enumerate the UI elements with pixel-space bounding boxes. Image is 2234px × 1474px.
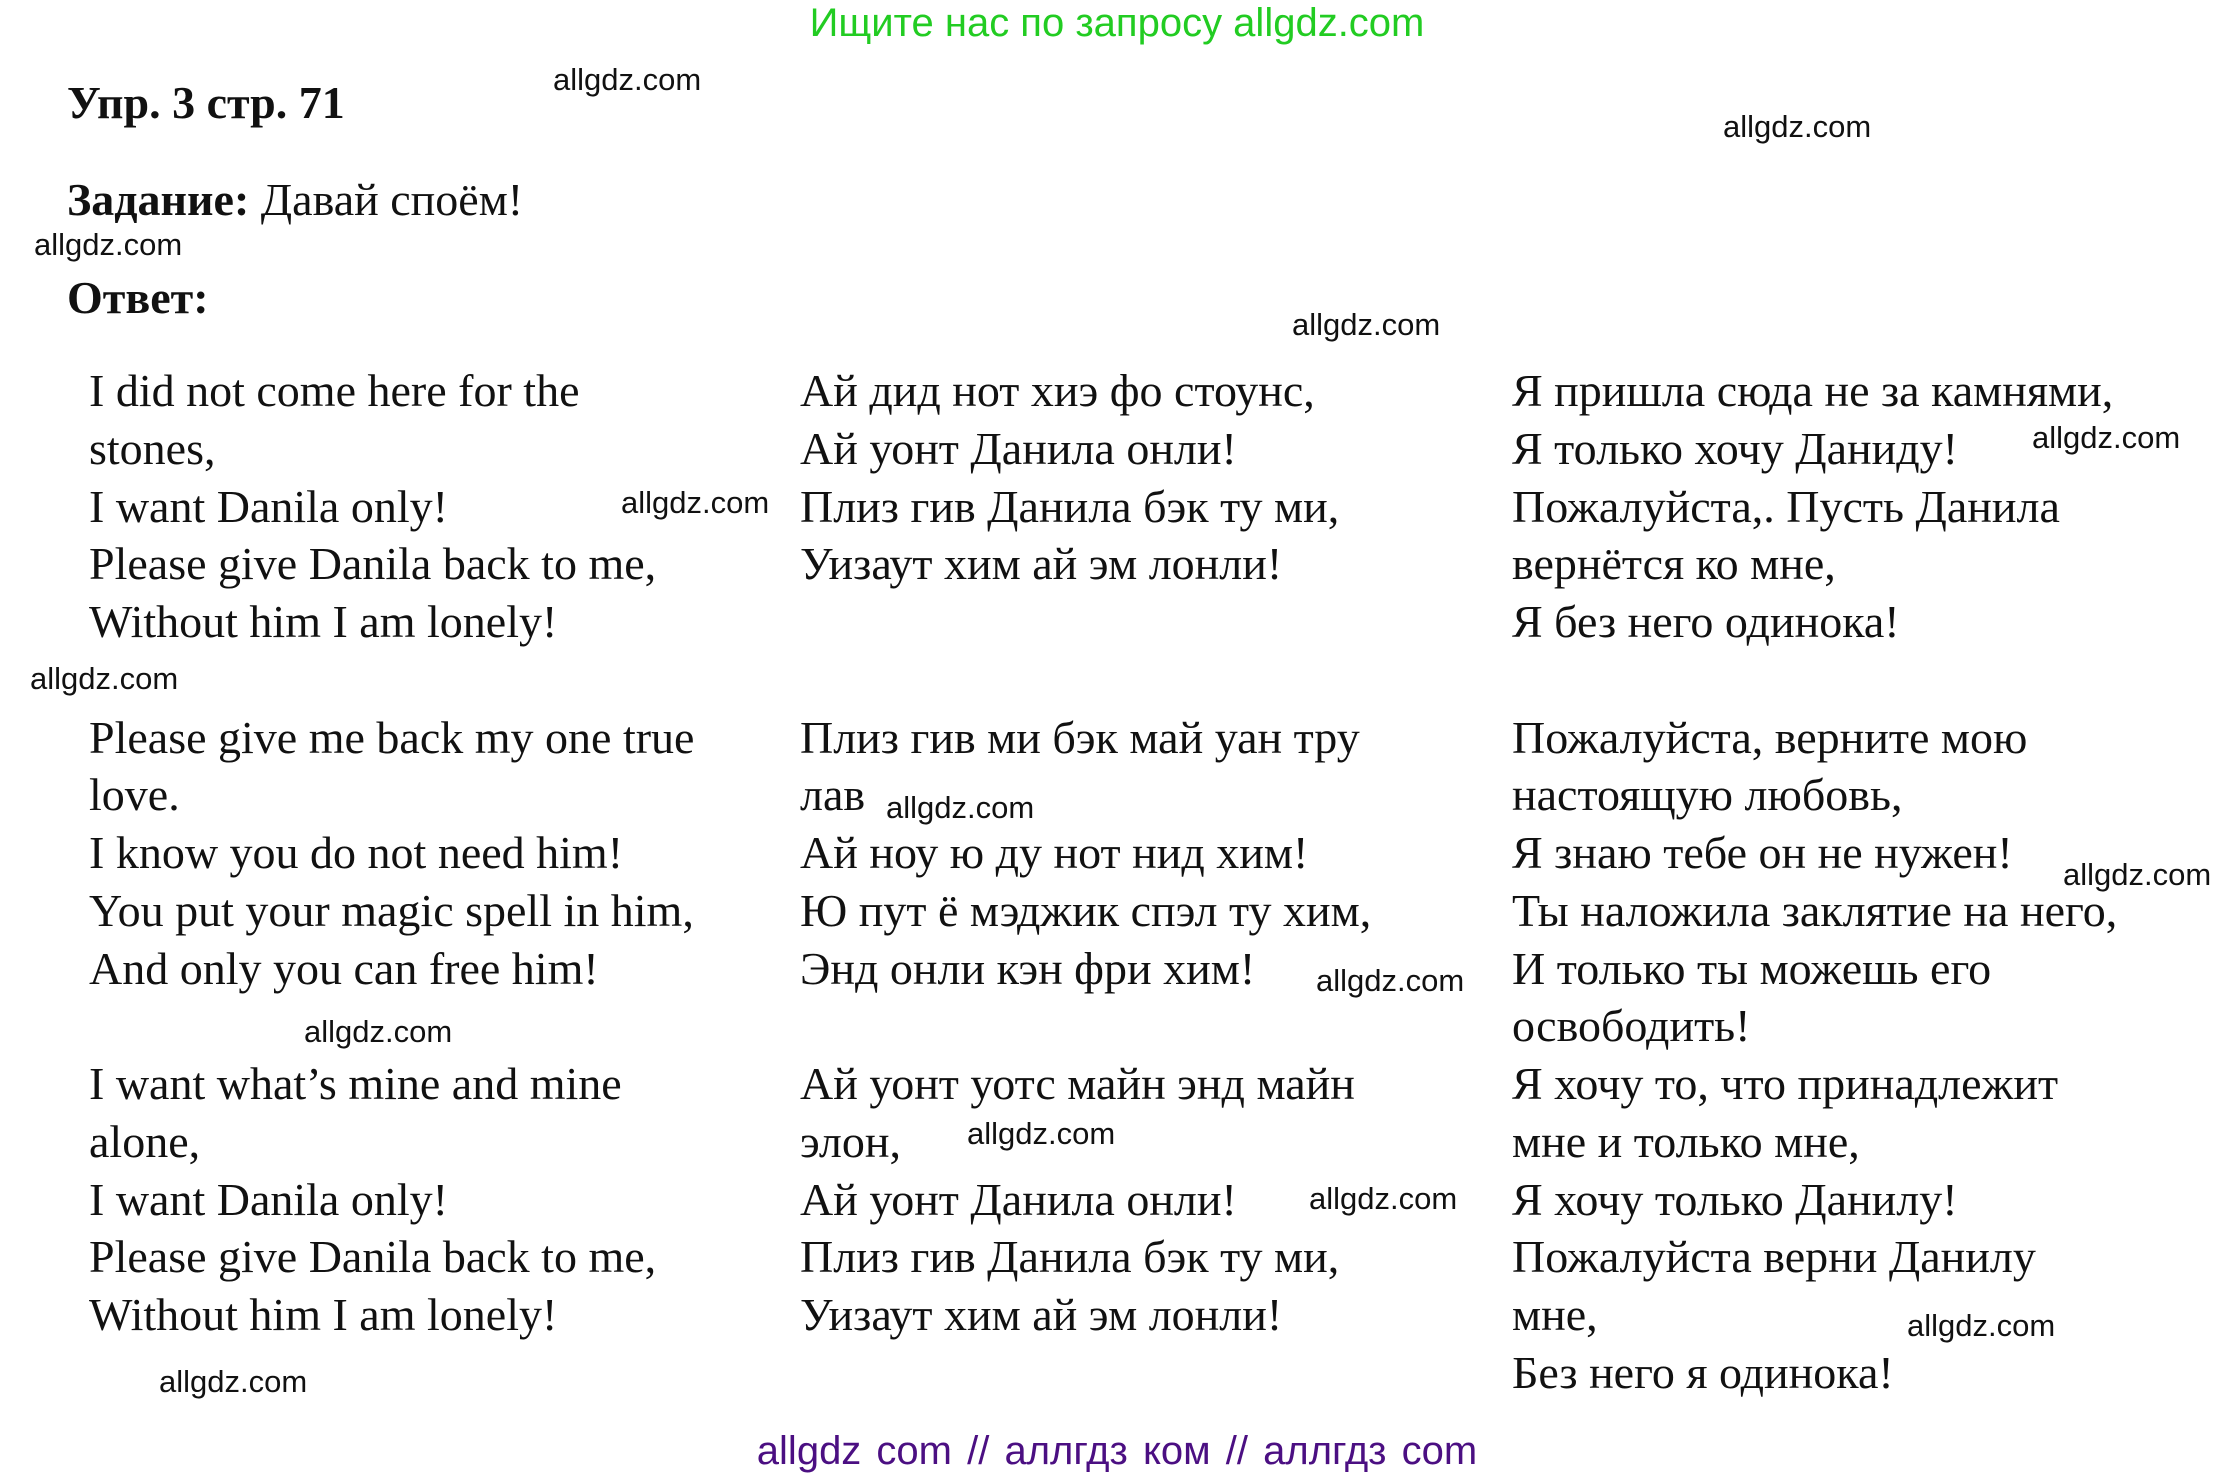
lyric-line-translation: Я без него одинока!: [1512, 596, 1900, 647]
lyric-line-english: I want what’s mine and mine: [89, 1058, 622, 1109]
exercise-title: Упр. 3 стр. 71: [67, 77, 345, 128]
footer-banner: allgdz com // аллгдз ком // аллгдз com: [756, 1429, 1478, 1473]
lyric-line-english: Please give Danila back to me,: [89, 1231, 657, 1283]
lyric-line-english: Without him I am lonely!: [89, 1289, 558, 1340]
lyric-line-transcription: Ай ноу ю ду нот нид хим!: [800, 827, 1309, 878]
task-text: Давай споём!: [249, 174, 524, 225]
watermark: allgdz.com: [1316, 963, 1465, 998]
search-banner: Ищите нас по запросу allgdz.com: [809, 1, 1425, 45]
lyric-line-translation: Ты наложила заклятие на него,: [1512, 884, 2118, 936]
lyric-line-translation: Я пришла сюда не за камнями,: [1512, 365, 2114, 416]
lyric-line-transcription: Ай уонт уотс майн энд майн: [800, 1058, 1355, 1109]
lyric-line-translation: мне и только мне,: [1512, 1115, 1860, 1167]
lyric-line-transcription: Ю пут ё мэджик спэл ту хим,: [800, 884, 1372, 936]
watermark: allgdz.com: [2032, 420, 2181, 455]
lyric-line-transcription: Ай уонт Данила онли!: [800, 1173, 1237, 1225]
watermark: allgdz.com: [1309, 1181, 1458, 1216]
lyric-line-transcription: элон,: [800, 1115, 901, 1167]
lyric-line-english: love.: [89, 769, 180, 821]
lyric-line-english: Without him I am lonely!: [89, 596, 558, 647]
lyric-line-translation: И только ты можешь его: [1512, 942, 1992, 994]
watermark: allgdz.com: [1723, 109, 1872, 144]
answer-label: Ответ:: [67, 272, 209, 323]
watermark: allgdz.com: [886, 790, 1035, 825]
lyric-line-translation: мне,: [1512, 1289, 1598, 1340]
lyric-line-transcription: Ай уонт Данила онли!: [800, 422, 1237, 474]
lyric-line-english: And only you can free him!: [89, 942, 599, 994]
lyric-line-transcription: Плиз гив Данила бэк ту ми,: [800, 1231, 1340, 1283]
watermark: allgdz.com: [159, 1364, 308, 1399]
lyric-line-translation: Я знаю тебе он не нужен!: [1512, 827, 2013, 878]
lyric-line-english: I know you do not need him!: [89, 827, 624, 878]
lyric-line-translation: Пожалуйста верни Данилу: [1512, 1231, 2036, 1283]
lyric-line-english: I want Danila only!: [89, 1173, 448, 1225]
watermark: allgdz.com: [34, 227, 183, 262]
lyric-line-translation: Пожалуйста,. Пусть Данила: [1512, 480, 2060, 532]
task-line: [67, 172, 523, 228]
watermark: allgdz.com: [1907, 1308, 2056, 1343]
lyric-line-english: Please give Danila back to me,: [89, 538, 657, 590]
lyric-line-transcription: Уизаут хим ай эм лонли!: [800, 1289, 1283, 1340]
lyric-line-english: alone,: [89, 1115, 201, 1167]
lyric-line-translation: Я хочу то, что принадлежит: [1512, 1058, 2059, 1109]
watermark: allgdz.com: [553, 62, 702, 97]
lyric-line-english: You put your magic spell in him,: [89, 884, 694, 936]
lyric-line-translation: вернётся ко мне,: [1512, 538, 1836, 590]
lyric-line-transcription: Уизаут хим ай эм лонли!: [800, 538, 1283, 590]
lyric-line-translation: освободить!: [1512, 1000, 1751, 1052]
lyric-line-english: I did not come here for the: [89, 365, 580, 416]
watermark: allgdz.com: [967, 1116, 1116, 1151]
lyric-line-transcription: Плиз гив ми бэк май уан тру: [800, 711, 1360, 763]
lyric-line-translation: Без него я одинока!: [1512, 1346, 1894, 1398]
lyric-line-english: stones,: [89, 422, 216, 474]
lyric-line-english: I want Danila only!: [89, 480, 448, 532]
lyric-line-transcription: Энд онли кэн фри хим!: [800, 942, 1256, 994]
watermark: allgdz.com: [1292, 307, 1441, 342]
watermark: allgdz.com: [2063, 857, 2212, 892]
lyric-line-translation: Пожалуйста, верните мою: [1512, 711, 2028, 763]
lyric-line-translation: Я хочу только Данилу!: [1512, 1173, 1958, 1225]
lyric-line-english: Please give me back my one true: [89, 711, 695, 763]
lyric-line-transcription: Ай дид нот хиэ фо стоунс,: [800, 365, 1315, 416]
watermark: allgdz.com: [30, 661, 179, 696]
lyric-line-translation: настоящую любовь,: [1512, 769, 1903, 821]
task-label: Задание:: [67, 174, 250, 225]
watermark: allgdz.com: [621, 485, 770, 520]
lyric-line-translation: Я только хочу Даниду!: [1512, 422, 1958, 474]
lyric-line-transcription: Плиз гив Данила бэк ту ми,: [800, 480, 1340, 532]
watermark: allgdz.com: [304, 1014, 453, 1049]
lyric-line-transcription: лав: [800, 769, 866, 821]
